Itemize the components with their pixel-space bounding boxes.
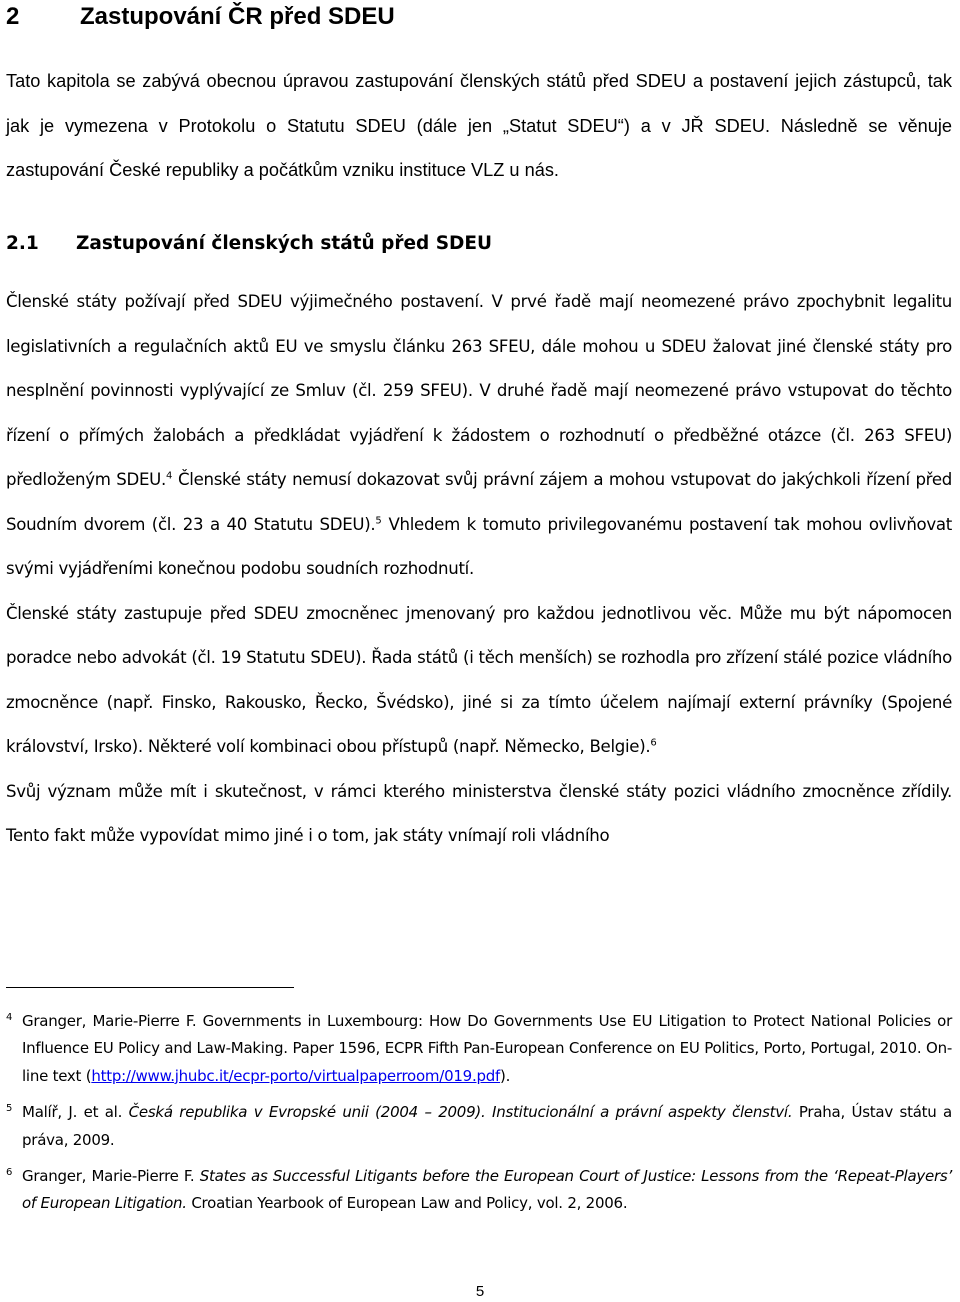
section-number: 2.1 (6, 233, 39, 254)
body-paragraph (6, 770, 952, 859)
paragraph-text: Svůj význam může mít i skutečnost, v rámci kterého ministerstva členské státy pozici vládního zmocněnce zřídily. Tento fakt může vypovídat mimo jiné i o tom, jak státy vnímají roli vládního (6, 781, 952, 845)
body-paragraph (6, 592, 952, 770)
footnote-text: ). (500, 1066, 511, 1085)
chapter-heading (6, 2, 395, 32)
paragraph-text: Členské státy nemusí dokazovat svůj právní zájem a mohou vstupovat do jakýchkoli řízení před Soudním dvorem (čl. 23 a 40 Statutu SDEU). (6, 470, 952, 534)
page-number: 5 (475, 1283, 485, 1300)
section-title: Zastupování členských států před SDEU (76, 233, 493, 254)
footnote-ref-5[interactable]: 5 (375, 514, 382, 526)
footnote-ref-4[interactable]: 4 (165, 470, 173, 482)
footnote-separator (6, 987, 294, 988)
footnote-text: Croatian Yearbook of European Law and Policy, vol. 2, 2006. (186, 1194, 628, 1213)
paragraph-text: Členské státy požívají před SDEU výjimečného postavení. V prvé řadě mají neomezené právo zpochybnit legalitu legislativních a regulačních aktů EU ve smyslu článku 263 SFEU, dále mohou u SDEU žalovat jiné členské státy pro nesplnění povinnosti vyplývající ze Smluv (čl. 259 SFEU). V druhé řadě mají neomezené právo vstupovat do těchto řízení o přímých žalobách a předkládat vyjádření k žádostem o rozhodnutí o předběžné otázce (čl. 263 SFEU) předloženým SDEU. (6, 292, 952, 489)
footnote: 5 Malíř, J. et al. Česká republika v Evropské unii (2004 – 2009). Institucionální a právní aspekty členství. Praha, Ústav státu a práva, 2009. (6, 1103, 952, 1149)
section-body (6, 280, 952, 859)
section-heading (6, 229, 492, 259)
footnote-author: Malíř, J. et al. (22, 1103, 129, 1122)
paragraph-text: Členské státy zastupuje před SDEU zmocněnec jmenovaný pro každou jednotlivou věc. Může mu být nápomocen poradce nebo advokát (čl. 19 Statutu SDEU). Řada států (i těch menších) se rozhodla pro zřízení stálé pozice vládního zmocněnce (např. Finsko, Rakousko, Řecko, Švédsko), jiné si za tímto účelem najímají externí právníky (Spojené království, Irsko). Některé volí kombinaci obou přístupů (např. Německo, Belgie). (6, 603, 952, 756)
chapter-number: 2 (6, 3, 20, 30)
footnote: 4 Granger, Marie-Pierre F. Governments in Luxembourg: How Do Governments Use EU Litigation to Protect National Policies or Influence EU Policy and Law-Making. Paper 1596, ECPR Fifth Pan-European Conference on EU Politics, Porto, Portugal, 2010. On-line text (http://www.jhubc.it/ecpr-porto/virtualpaperroom/019.pdf). (6, 1012, 952, 1085)
footnote: 6 Granger, Marie-Pierre F. States as Successful Litigants before the European Court of Justice: Lessons from the ‘Repeat-Players’ of European Litigation. Croatian Yearbook of European Law and Policy, vol. 2, 2006. (6, 1167, 953, 1213)
footnote-link[interactable]: http://www.jhubc.it/ecpr-porto/virtualpaperroom/019.pdf (91, 1066, 501, 1085)
footnote-ref-6[interactable]: 6 (650, 737, 657, 749)
footnote-author: Granger, Marie-Pierre F. (22, 1167, 200, 1186)
intro-paragraph: Tato kapitola se zabývá obecnou úpravou zastupování členských států před SDEU a postavení jejich zástupců, tak jak je vymezena v Protokolu o Statutu SDEU (dále jen „Statut SDEU“) a v JŘ SDEU. Následně se věnuje zastupování České republiky a počátkům vzniku instituce VLZ u nás. (6, 71, 952, 181)
footnote-title: States as Successful Litigants before the European Court of Justice: Lessons from the ‘Repeat-Players’ of European Litigation. (22, 1167, 953, 1213)
footnotes (6, 1008, 952, 1227)
body-paragraph (6, 280, 952, 592)
paragraph-text: Vhledem k tomuto privilegovanému postavení tak mohou ovlivňovat svými vyjádřeními konečnou podobu soudních rozhodnutí. (6, 514, 952, 578)
footnote-text: Granger, Marie-Pierre F. Governments in Luxembourg: How Do Governments Use EU Litigation to Protect National Policies or Influence EU Policy and Law-Making. Paper 1596, ECPR Fifth Pan-European Conference on EU Politics, Porto, Portugal, 2010. On-line text ( (22, 1012, 952, 1085)
footnote-title: Česká republika v Evropské unii (2004 – 2009). Institucionální a právní aspekty členství. (128, 1103, 793, 1122)
footnote-text: Praha, Ústav státu a práva, 2009. (22, 1103, 952, 1149)
chapter-title: Zastupování ČR před SDEU (80, 3, 395, 30)
